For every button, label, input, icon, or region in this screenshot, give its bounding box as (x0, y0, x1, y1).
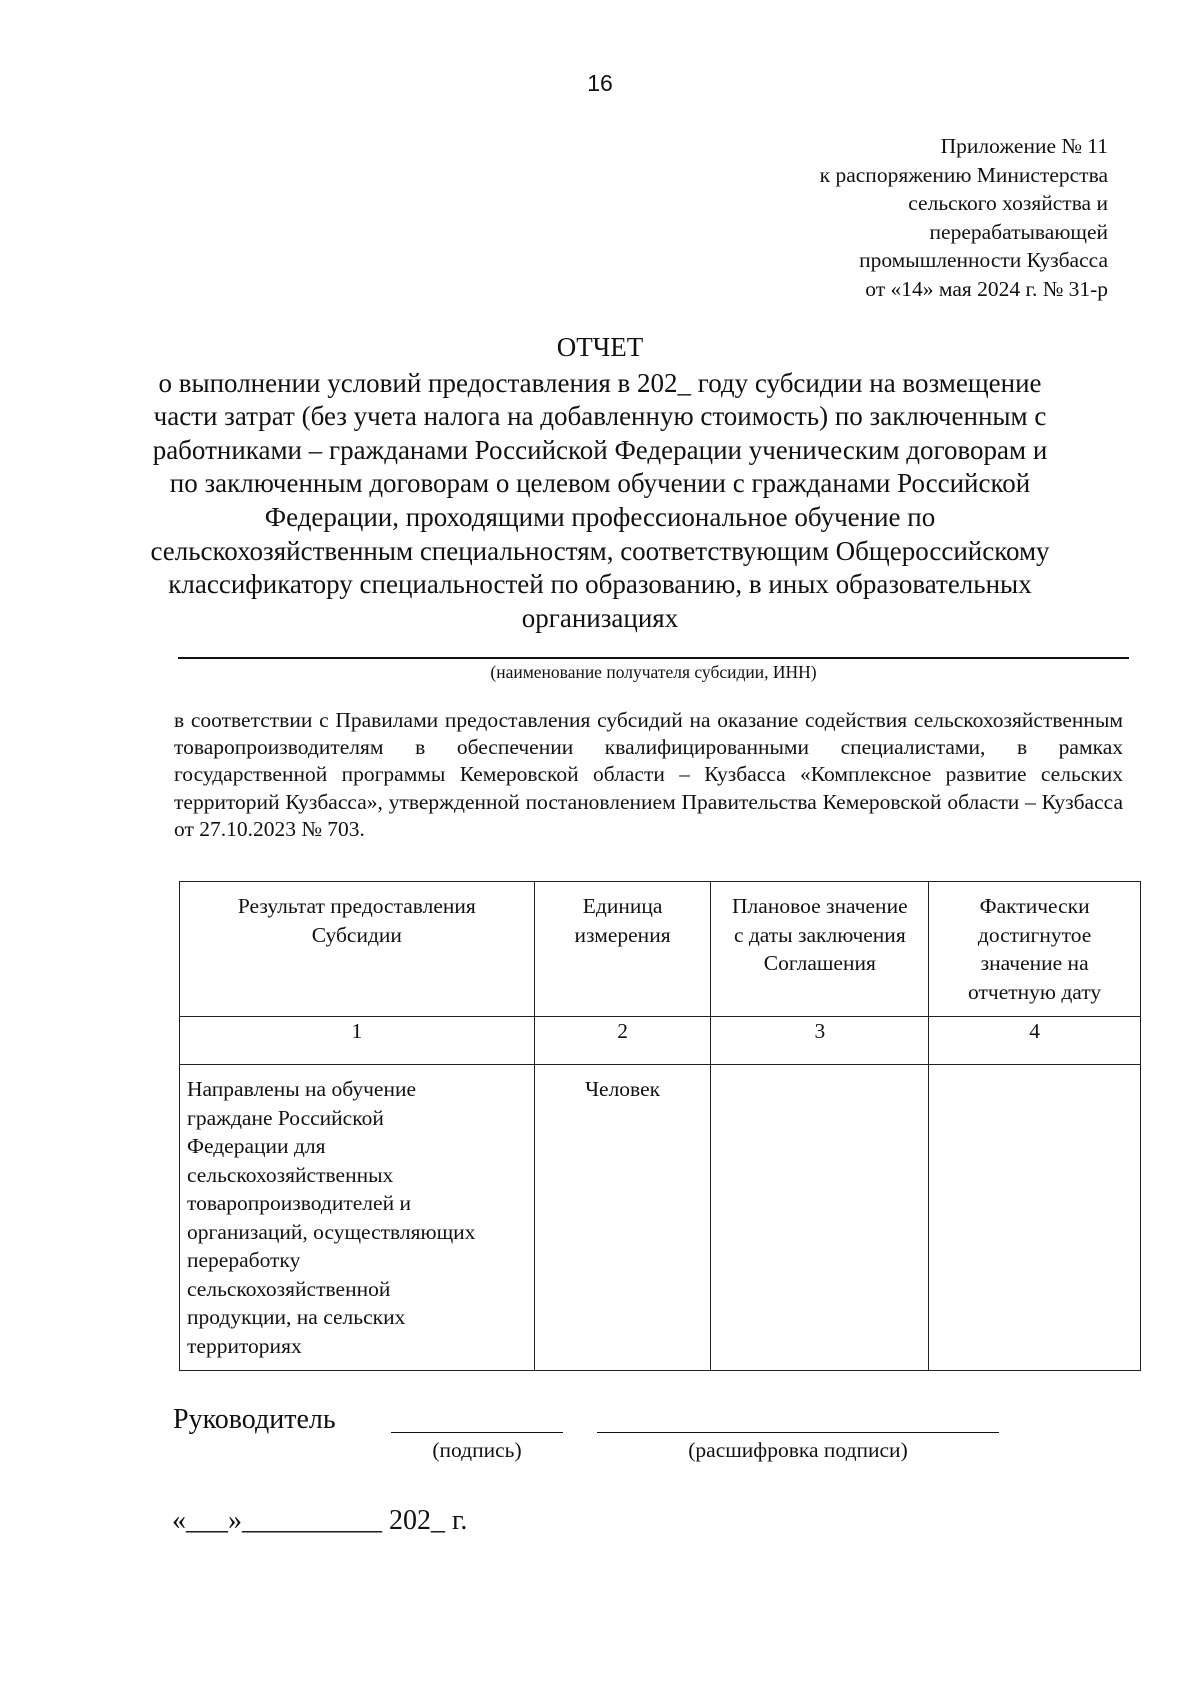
page-number: 16 (587, 70, 613, 96)
column-number: 1 (180, 1017, 535, 1065)
recipient-caption: (наименование получателя субсидии, ИНН) (490, 662, 817, 682)
header-planned: Плановое значение с даты заключения Соглашения (711, 882, 929, 1017)
appendix-line: к распоряжению Министерства (819, 162, 1108, 187)
report-title-line: классификатору специальностей по образованию, в иных образовательных (168, 569, 1032, 600)
appendix-line: промышленности Кузбасса (859, 248, 1108, 273)
column-number: 3 (711, 1017, 929, 1065)
report-title-block (150, 331, 1050, 635)
column-number: 2 (534, 1017, 711, 1065)
report-heading: ОТЧЕТ (556, 332, 644, 362)
signature-decode-caption: (расшифровка подписи) (688, 1438, 908, 1462)
actual-value-cell[interactable] (929, 1065, 1141, 1371)
results-table (179, 881, 1141, 1371)
signature-blank-line[interactable] (391, 1432, 563, 1433)
head-signature-label: Руководитель (173, 1404, 336, 1435)
appendix-line: сельского хозяйства и (908, 191, 1108, 216)
appendix-block (608, 132, 1108, 304)
result-cell: Направлены на обучение граждане Российской Федерации для сельскохозяйственных товаропроизводителей и организаций, осуществляющих переработку сельскохозяйственной продукции, на сельских территориях (180, 1065, 535, 1371)
basis-paragraph: в соответствии с Правилами предоставления субсидий на оказание содействия сельскохозяйственным товаропроизводителям в обеспечении квалифицированными специалистами, в рамках государственной программы Кемеровской области – Кузбасса «Комплексное развитие сельских территорий Кузбасса», утвержденной постановлением Правительства Кемеровской области – Кузбасса от 27.10.2023 № 703. (174, 708, 1123, 841)
date-line[interactable]: «___»__________ 202_ г. (172, 1505, 468, 1536)
planned-value-cell[interactable] (711, 1065, 929, 1371)
report-title-line: организациях (521, 602, 679, 633)
report-title-line: сельскохозяйственным специальностям, соответствующим Общероссийскому (150, 535, 1050, 566)
signature-decode-blank-line[interactable] (597, 1432, 999, 1433)
table-row (180, 1065, 1141, 1371)
report-title-line: работниками – гражданами Российской Федерации ученическим договорам и (152, 434, 1048, 465)
header-actual: Фактически достигнутое значение на отчетную дату (929, 882, 1141, 1017)
unit-cell: Человек (534, 1065, 711, 1371)
recipient-blank-line[interactable] (178, 657, 1129, 659)
report-title-line: о выполнении условий предоставления в 202_ году субсидии на возмещение (158, 367, 1042, 398)
header-result: Результат предоставления Субсидии (180, 882, 535, 1017)
appendix-line: перерабатывающей (929, 219, 1108, 244)
column-number-row (180, 1017, 1141, 1065)
report-title-line: по заключенным договорам о целевом обучении с гражданами Российской (169, 468, 1031, 499)
report-title-line: Федерации, проходящими профессиональное обучение по (264, 501, 936, 532)
signature-caption: (подпись) (432, 1438, 522, 1462)
appendix-line: Приложение № 11 (940, 134, 1108, 158)
report-title-line: части затрат (без учета налога на добавленную стоимость) по заключенным с (153, 401, 1047, 432)
column-number: 4 (929, 1017, 1141, 1065)
header-unit: Единица измерения (534, 882, 711, 1017)
appendix-line: от «14» мая 2024 г. № 31-р (865, 276, 1108, 301)
table-header-row (180, 882, 1141, 1017)
